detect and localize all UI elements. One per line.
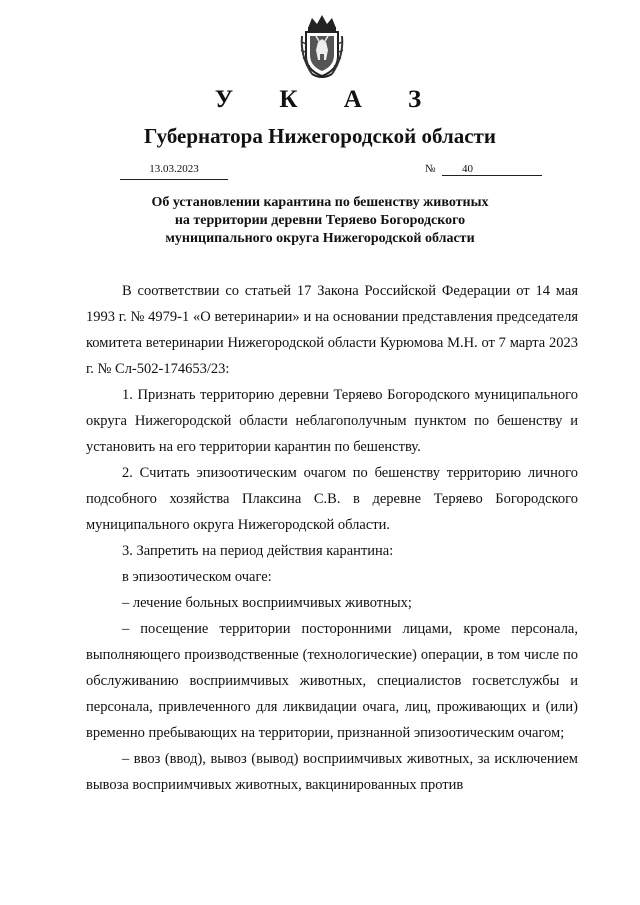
document-date: 13.03.2023 — [120, 163, 228, 180]
document-heading — [0, 194, 640, 248]
document-subtitle: Губернатора Нижегородской области — [144, 124, 496, 148]
heading-line: муниципального округа Нижегородской области — [165, 231, 475, 246]
paragraph-in-focus: в эпизоотическом очаге: — [122, 569, 272, 585]
paragraph-dash-visits: – посещение территории посторонними лицами, кроме персонала, выполняющего производственные (технологические) операции, в том числе по обслуживанию восприимчивых животных, специалистов госветслужбы и персонала, привлеченного для ликвидации очага, лиц, проживающих и (или) временно пребывающих на территории, признанной эпизоотическим очагом; — [86, 621, 578, 741]
document-number: 40 — [442, 163, 542, 176]
paragraph-item-3: 3. Запретить на период действия карантина: — [122, 543, 394, 559]
paragraph-preamble: В соответствии со статьей 17 Закона Российской Федерации от 14 мая 1993 г. № 4979-1 «О ветеринарии» и на основании представления председателя комитета ветеринарии Нижегородской области Курюмова М.Н. от 7 марта 2023 г. № Сл-502-174653/23: — [86, 283, 578, 377]
document-body — [86, 278, 578, 798]
heading-line: на территории деревни Теряево Богородского — [174, 213, 466, 228]
number-sign: № — [425, 163, 436, 175]
nizhny-novgorod-coat-of-arms-icon — [298, 12, 346, 82]
document-title: У К А З — [214, 86, 442, 113]
paragraph-item-1: 1. Признать территорию деревни Теряево Богородского муниципального округа Нижегородской области неблагополучным пунктом по бешенству и установить на его территории карантин по бешенству. — [86, 387, 578, 455]
document-number-block — [425, 163, 545, 179]
paragraph-dash-import-export: – ввоз (ввод), вывоз (вывод) восприимчивых животных, за исключением вывоза восприимчивых животных, вакцинированных против — [86, 751, 578, 793]
paragraph-dash-treatment: – лечение больных восприимчивых животных; — [122, 595, 412, 611]
heading-line: Об установлении карантина по бешенству животных — [151, 195, 489, 210]
paragraph-item-2: 2. Считать эпизоотическим очагом по бешенству территорию личного подсобного хозяйства Плаксина С.В. в деревне Теряево Богородского муниципального округа Нижегородской области. — [86, 465, 578, 533]
